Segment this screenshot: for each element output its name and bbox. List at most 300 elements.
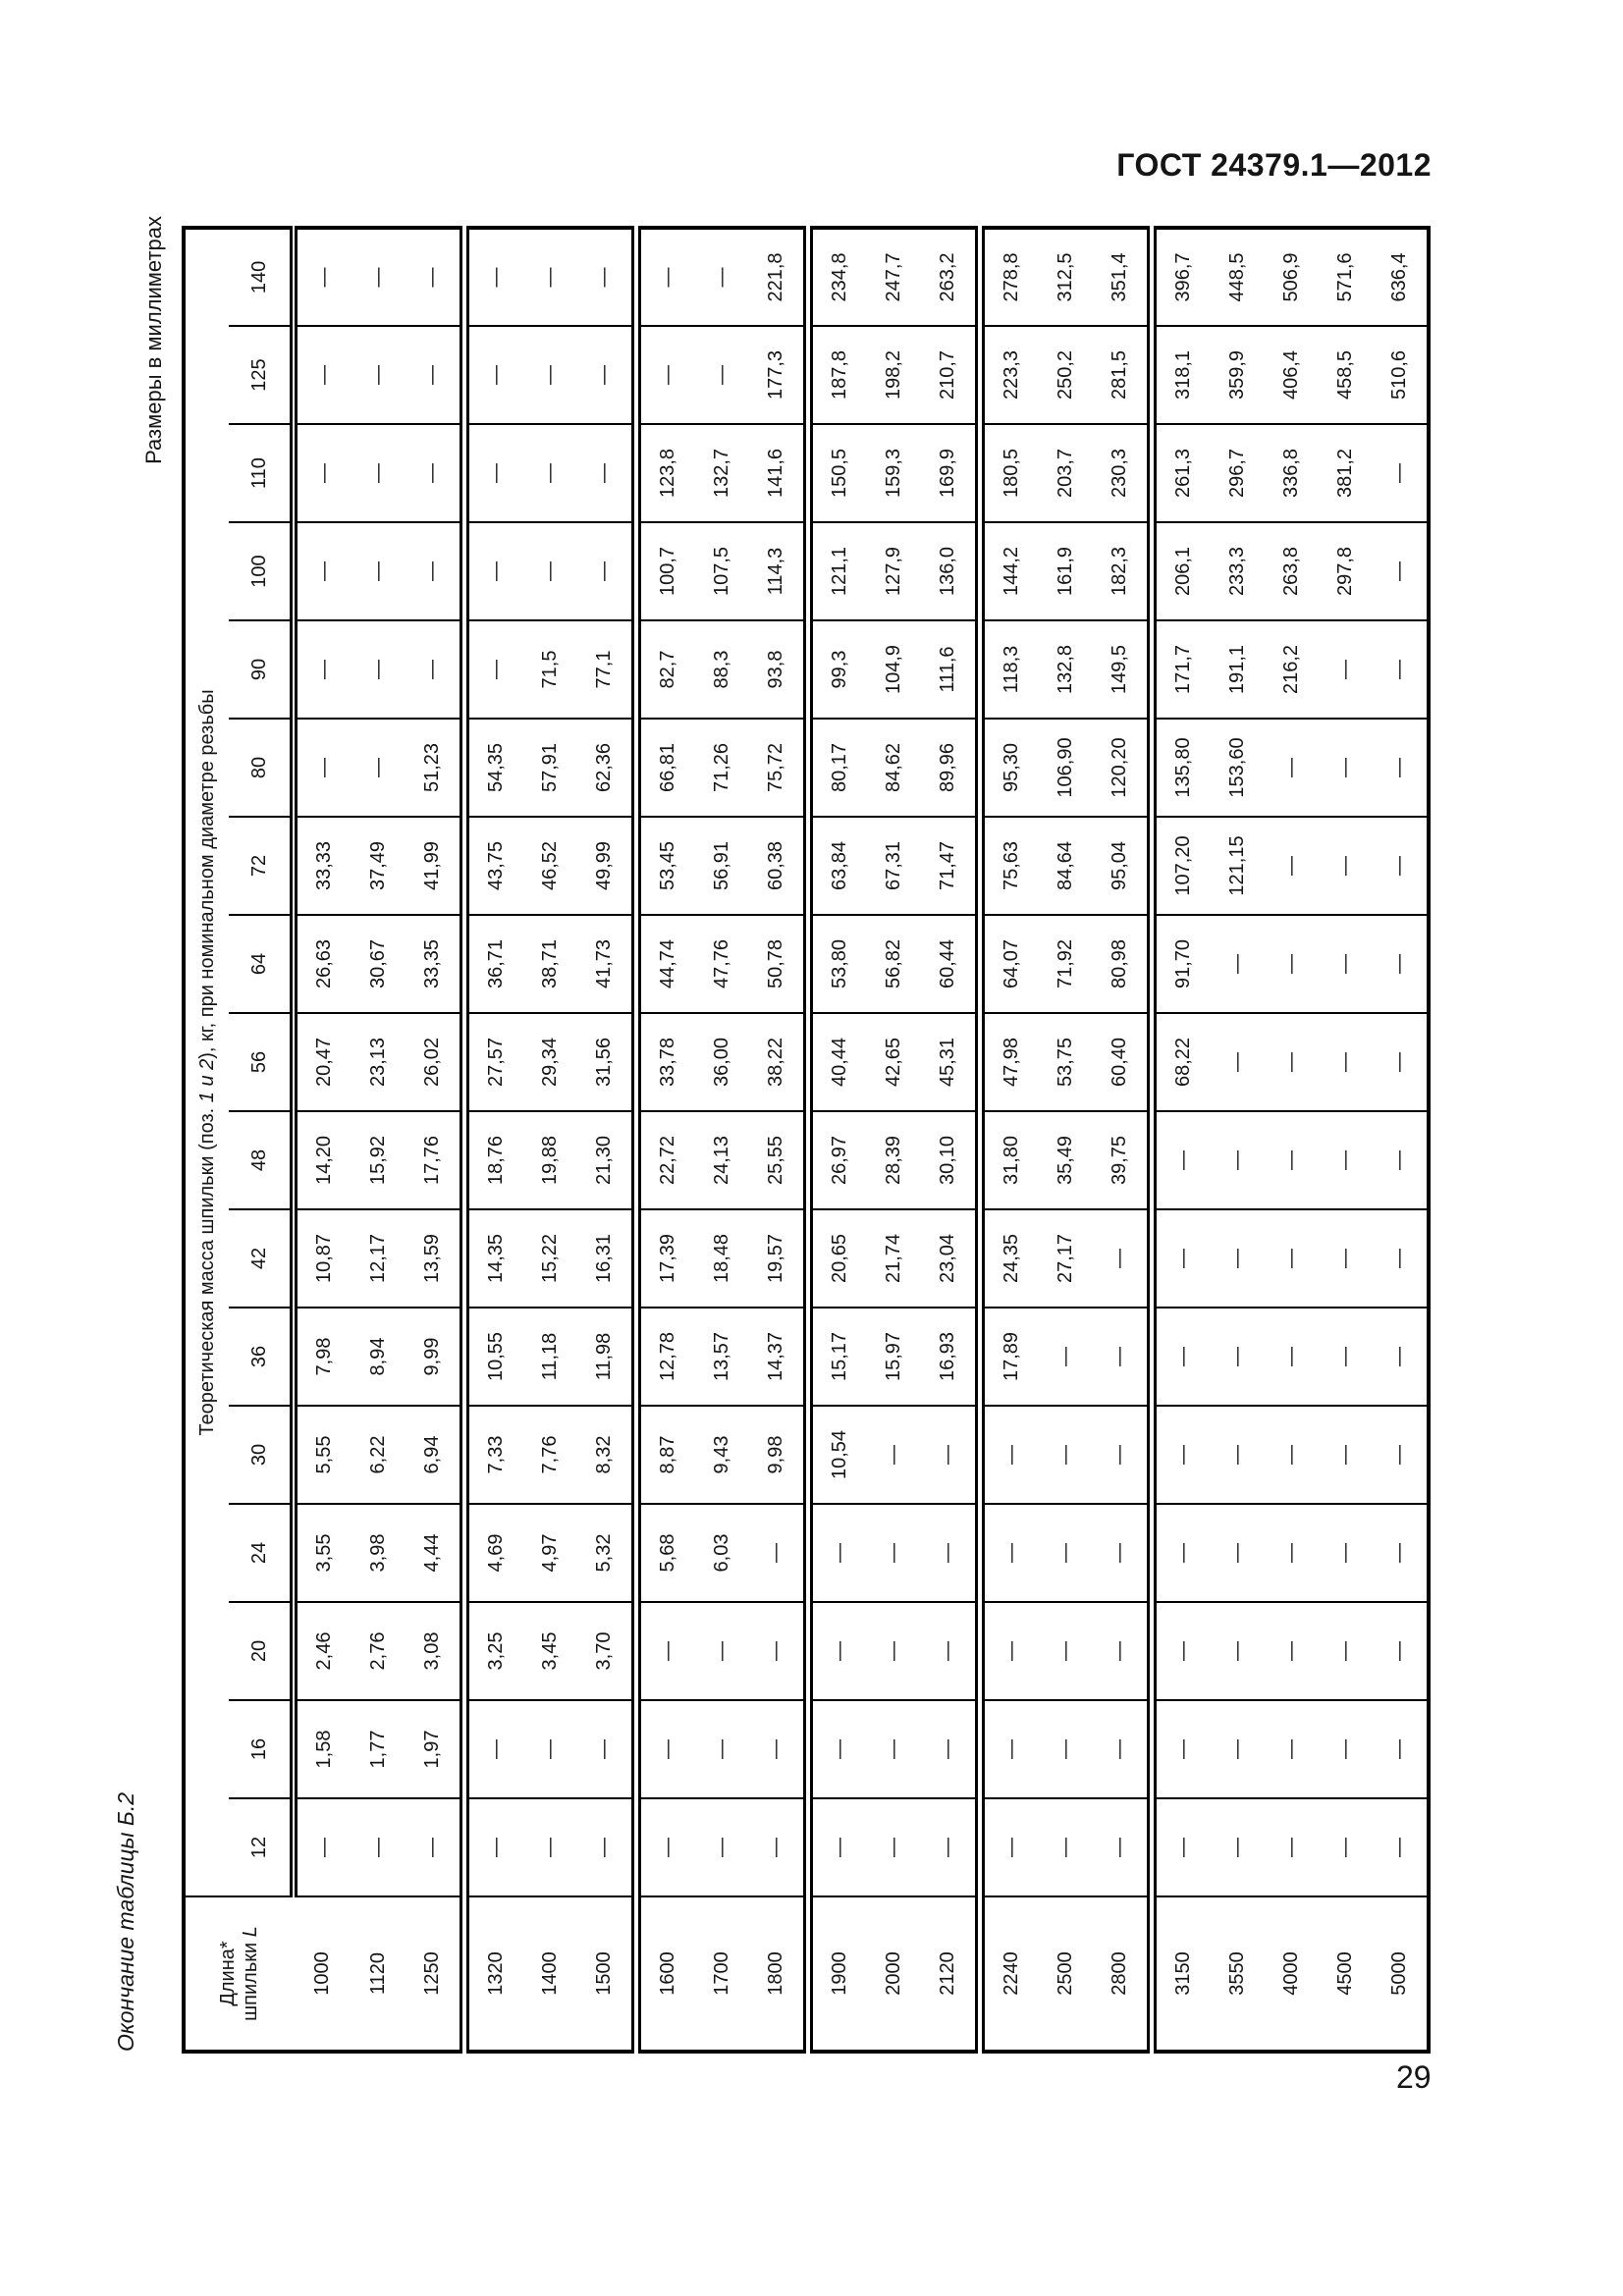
mass-cell: — (1093, 1700, 1152, 1798)
mass-cell: — (294, 228, 352, 326)
mass-cell: 33,35 (406, 915, 464, 1013)
mass-cell: — (577, 424, 636, 522)
mass-cell: 250,2 (1039, 326, 1093, 424)
mass-cell: 1,97 (406, 1700, 464, 1798)
mass-cell: 41,99 (406, 817, 464, 915)
diameter-header-cell: 56 (229, 1013, 294, 1111)
mass-cell: — (294, 424, 352, 522)
mass-cell: — (294, 326, 352, 424)
mass-cell: 22,72 (636, 1111, 695, 1209)
mass-cell: 206,1 (1152, 522, 1211, 620)
mass-cell: — (867, 1798, 921, 1896)
mass-cell: — (921, 1700, 980, 1798)
mass-cell: — (749, 1798, 808, 1896)
mass-cell: 223,3 (980, 326, 1039, 424)
mass-spanning-header (184, 228, 229, 1896)
mass-cell: 203,7 (1039, 424, 1093, 522)
mass-cell: — (464, 620, 523, 719)
mass-cell: — (1211, 1700, 1265, 1798)
mass-cell: 88,3 (695, 620, 749, 719)
mass-cell: — (1319, 1700, 1373, 1798)
mass-cell: 9,43 (695, 1406, 749, 1504)
mass-cell: — (1319, 1209, 1373, 1308)
mass-cell: 13,57 (695, 1308, 749, 1406)
mass-cell: — (1373, 1308, 1429, 1406)
mass-cell: — (294, 1798, 352, 1896)
mass-cell: 107,20 (1152, 817, 1211, 915)
mass-cell: — (980, 1504, 1039, 1602)
mass-cell: — (1152, 1111, 1211, 1209)
mass-cell: 14,35 (464, 1209, 523, 1308)
mass-cell: 28,39 (867, 1111, 921, 1209)
mass-cell: — (1319, 817, 1373, 915)
diameter-header-cell: 80 (229, 719, 294, 817)
mass-cell: — (1093, 1798, 1152, 1896)
table-row (749, 228, 808, 2052)
mass-cell: — (980, 1406, 1039, 1504)
mass-cell: 56,91 (695, 817, 749, 915)
mass-cell: — (577, 326, 636, 424)
mass-cell: 12,78 (636, 1308, 695, 1406)
mass-cell: — (1319, 1798, 1373, 1896)
mass-cell: 132,7 (695, 424, 749, 522)
mass-cell: 39,75 (1093, 1111, 1152, 1209)
rotated-table-block (113, 216, 1429, 2054)
mass-cell: — (1152, 1406, 1211, 1504)
diameter-header-cell: 36 (229, 1308, 294, 1406)
mass-cell: 23,04 (921, 1209, 980, 1308)
mass-cell: — (1211, 915, 1265, 1013)
mass-cell: — (523, 228, 577, 326)
mass-cell: — (1265, 1308, 1319, 1406)
mass-cell: — (1039, 1406, 1093, 1504)
mass-cell: — (1319, 1602, 1373, 1700)
mass-cell: — (577, 522, 636, 620)
mass-cell: 381,2 (1319, 424, 1373, 522)
mass-cell: 46,52 (523, 817, 577, 915)
table-continuation-caption: Окончание таблицы Б.2 (113, 1791, 138, 2052)
mass-cell: — (1373, 1406, 1429, 1504)
diameter-header-cell: 12 (229, 1798, 294, 1896)
mass-cell: 53,80 (808, 915, 867, 1013)
mass-cell: — (921, 1798, 980, 1896)
stud-mass-table (182, 226, 1431, 2054)
units-caption: Размеры в миллиметрах (141, 216, 166, 464)
mass-cell: 180,5 (980, 424, 1039, 522)
mass-cell: 2,46 (294, 1602, 352, 1700)
mass-cell: 18,48 (695, 1209, 749, 1308)
length-cell: 1120 (352, 1896, 406, 2052)
mass-cell: 47,98 (980, 1013, 1039, 1111)
mass-cell: — (1211, 1209, 1265, 1308)
mass-cell: 247,7 (867, 228, 921, 326)
diameter-header-cell: 110 (229, 424, 294, 522)
mass-cell: 80,98 (1093, 915, 1152, 1013)
mass-cell: 53,75 (1039, 1013, 1093, 1111)
length-cell: 2120 (921, 1896, 980, 2052)
diameter-header-cell: 90 (229, 620, 294, 719)
mass-cell: — (1373, 1013, 1429, 1111)
mass-cell: — (1152, 1308, 1211, 1406)
mass-cell: 161,9 (1039, 522, 1093, 620)
mass-cell: — (980, 1798, 1039, 1896)
diameter-header-cell: 48 (229, 1111, 294, 1209)
mass-cell: 80,17 (808, 719, 867, 817)
mass-cell: — (1152, 1504, 1211, 1602)
mass-cell: — (1373, 620, 1429, 719)
length-cell: 1250 (406, 1896, 464, 2052)
mass-cell: — (867, 1602, 921, 1700)
mass-cell: — (1152, 1602, 1211, 1700)
mass-cell: — (1265, 1602, 1319, 1700)
table-row (294, 228, 352, 2052)
diameter-header-cell: 140 (229, 228, 294, 326)
diameter-header-cell: 30 (229, 1406, 294, 1504)
mass-cell: — (1211, 1602, 1265, 1700)
mass-cell: — (636, 1602, 695, 1700)
mass-cell: 63,84 (808, 817, 867, 915)
mass-cell: 30,10 (921, 1111, 980, 1209)
length-cell: 1000 (294, 1896, 352, 2052)
mass-cell: — (352, 1798, 406, 1896)
mass-cell: 19,88 (523, 1111, 577, 1209)
mass-cell: — (352, 620, 406, 719)
table-row (808, 228, 867, 2052)
mass-cell: 11,98 (577, 1308, 636, 1406)
mass-cell: 8,32 (577, 1406, 636, 1504)
table-row (523, 228, 577, 2052)
mass-cell: — (1039, 1308, 1093, 1406)
mass-cell: 26,63 (294, 915, 352, 1013)
mass-cell: — (695, 326, 749, 424)
mass-cell: 5,32 (577, 1504, 636, 1602)
mass-cell: — (406, 522, 464, 620)
mass-cell: 16,31 (577, 1209, 636, 1308)
mass-cell: 71,5 (523, 620, 577, 719)
mass-cell: 75,63 (980, 817, 1039, 915)
mass-cell: 5,68 (636, 1504, 695, 1602)
mass-cell: 9,98 (749, 1406, 808, 1504)
mass-cell: 6,03 (695, 1504, 749, 1602)
length-cell: 1320 (464, 1896, 523, 2052)
mass-cell: 359,9 (1211, 326, 1265, 424)
mass-cell: — (577, 228, 636, 326)
mass-cell: — (352, 424, 406, 522)
length-cell: 5000 (1373, 1896, 1429, 2052)
mass-cell: — (1373, 1209, 1429, 1308)
mass-cell: — (1265, 1013, 1319, 1111)
mass-cell: 95,04 (1093, 817, 1152, 915)
mass-cell: — (352, 719, 406, 817)
mass-cell: 5,55 (294, 1406, 352, 1504)
mass-cell: 60,38 (749, 817, 808, 915)
mass-cell: 71,26 (695, 719, 749, 817)
mass-cell: 3,45 (523, 1602, 577, 1700)
table-row (636, 228, 695, 2052)
mass-cell: 67,31 (867, 817, 921, 915)
table-row (1039, 228, 1093, 2052)
mass-cell: 57,91 (523, 719, 577, 817)
mass-cell: — (1319, 1406, 1373, 1504)
mass-cell: — (1265, 1406, 1319, 1504)
mass-cell: 406,4 (1265, 326, 1319, 424)
mass-cell: — (1265, 1504, 1319, 1602)
header-row-top (184, 228, 229, 2052)
mass-cell: — (406, 620, 464, 719)
length-cell: 3550 (1211, 1896, 1265, 2052)
mass-cell: — (1319, 1111, 1373, 1209)
mass-cell: 27,17 (1039, 1209, 1093, 1308)
mass-cell: — (921, 1504, 980, 1602)
mass-cell: — (749, 1700, 808, 1798)
length-cell: 2240 (980, 1896, 1039, 2052)
mass-cell: 233,3 (1211, 522, 1265, 620)
mass-cell: — (406, 326, 464, 424)
mass-cell: 312,5 (1039, 228, 1093, 326)
mass-cell: 210,7 (921, 326, 980, 424)
mass-cell: 16,93 (921, 1308, 980, 1406)
table-row (577, 228, 636, 2052)
mass-cell: — (1373, 424, 1429, 522)
mass-cell: 66,81 (636, 719, 695, 817)
mass-cell: 351,4 (1093, 228, 1152, 326)
mass-cell: 45,31 (921, 1013, 980, 1111)
mass-cell: — (577, 1700, 636, 1798)
mass-cell: — (464, 1798, 523, 1896)
mass-cell: — (1039, 1602, 1093, 1700)
mass-cell: — (980, 1700, 1039, 1798)
mass-cell: 44,74 (636, 915, 695, 1013)
table-row (406, 228, 464, 2052)
mass-cell: 21,30 (577, 1111, 636, 1209)
mass-cell: 18,76 (464, 1111, 523, 1209)
length-cell: 1800 (749, 1896, 808, 2052)
length-cell: 1500 (577, 1896, 636, 2052)
mass-cell: 100,7 (636, 522, 695, 620)
mass-cell: 38,22 (749, 1013, 808, 1111)
mass-cell: 8,94 (352, 1308, 406, 1406)
mass-cell: — (1373, 1602, 1429, 1700)
length-cell: 2500 (1039, 1896, 1093, 2052)
mass-cell: 37,49 (352, 817, 406, 915)
mass-cell: 159,3 (867, 424, 921, 522)
mass-cell: — (1265, 817, 1319, 915)
mass-cell: — (1265, 1798, 1319, 1896)
mass-cell: 62,36 (577, 719, 636, 817)
page-number: 29 (1396, 2059, 1432, 2095)
diameter-header-cell: 16 (229, 1700, 294, 1798)
mass-cell: 84,62 (867, 719, 921, 817)
mass-cell: — (1211, 1504, 1265, 1602)
mass-header-prefix: Теоретическая масса шпильки (поз. (195, 1102, 218, 1436)
length-cell: 2000 (867, 1896, 921, 2052)
length-symbol: L (240, 1926, 261, 1938)
mass-cell: 198,2 (867, 326, 921, 424)
mass-cell: 31,56 (577, 1013, 636, 1111)
mass-cell: — (464, 228, 523, 326)
mass-cell: — (749, 1602, 808, 1700)
mass-cell: — (1319, 1504, 1373, 1602)
mass-cell: — (695, 1798, 749, 1896)
mass-cell: 41,73 (577, 915, 636, 1013)
table-row (980, 228, 1039, 2052)
mass-cell: 54,35 (464, 719, 523, 817)
diameter-header-cell: 72 (229, 817, 294, 915)
length-cell: 1700 (695, 1896, 749, 2052)
mass-cell: 191,1 (1211, 620, 1265, 719)
mass-cell: 114,3 (749, 522, 808, 620)
mass-cell: — (1373, 915, 1429, 1013)
mass-cell: — (1265, 1700, 1319, 1798)
mass-cell: 49,99 (577, 817, 636, 915)
mass-cell: 230,3 (1093, 424, 1152, 522)
mass-cell: 17,89 (980, 1308, 1039, 1406)
mass-cell: — (695, 1700, 749, 1798)
mass-cell: 6,22 (352, 1406, 406, 1504)
mass-cell: — (294, 620, 352, 719)
mass-cell: 33,33 (294, 817, 352, 915)
mass-cell: 82,7 (636, 620, 695, 719)
mass-cell: — (636, 326, 695, 424)
table-row (1211, 228, 1265, 2052)
mass-cell: 187,8 (808, 326, 867, 424)
diameter-header-row (229, 228, 294, 2052)
mass-cell: — (523, 522, 577, 620)
mass-cell: — (406, 1798, 464, 1896)
mass-cell: 1,77 (352, 1700, 406, 1798)
mass-cell: 23,13 (352, 1013, 406, 1111)
mass-cell: — (1373, 719, 1429, 817)
mass-cell: 14,20 (294, 1111, 352, 1209)
mass-cell: — (636, 228, 695, 326)
mass-cell: — (523, 326, 577, 424)
mass-cell: 10,87 (294, 1209, 352, 1308)
mass-cell: — (695, 1602, 749, 1700)
mass-cell: 281,5 (1093, 326, 1152, 424)
mass-cell: 4,69 (464, 1504, 523, 1602)
mass-cell: 121,15 (1211, 817, 1265, 915)
mass-cell: — (1373, 1798, 1429, 1896)
diameter-header-cell: 24 (229, 1504, 294, 1602)
mass-cell: 29,34 (523, 1013, 577, 1111)
mass-cell: — (1373, 1111, 1429, 1209)
mass-header-suffix: ), кг, при номинальном диаметре резьбы (195, 689, 218, 1059)
mass-cell: 24,13 (695, 1111, 749, 1209)
mass-cell: — (636, 1798, 695, 1896)
mass-cell: 51,23 (406, 719, 464, 817)
mass-cell: — (1211, 1308, 1265, 1406)
mass-cell: 60,40 (1093, 1013, 1152, 1111)
mass-cell: 7,98 (294, 1308, 352, 1406)
mass-cell: 36,00 (695, 1013, 749, 1111)
mass-cell: 21,74 (867, 1209, 921, 1308)
mass-cell: 278,8 (980, 228, 1039, 326)
mass-cell: — (406, 228, 464, 326)
mass-cell: — (1152, 1798, 1211, 1896)
mass-cell: — (1039, 1798, 1093, 1896)
mass-cell: 71,92 (1039, 915, 1093, 1013)
mass-cell: 30,67 (352, 915, 406, 1013)
mass-cell: 4,44 (406, 1504, 464, 1602)
mass-cell: 263,8 (1265, 522, 1319, 620)
mass-cell: 448,5 (1211, 228, 1265, 326)
mass-cell: — (464, 424, 523, 522)
mass-cell: 3,08 (406, 1602, 464, 1700)
mass-cell: 336,8 (1265, 424, 1319, 522)
diameter-header-cell: 100 (229, 522, 294, 620)
mass-cell: — (1039, 1700, 1093, 1798)
mass-cell: — (1211, 1406, 1265, 1504)
mass-cell: 20,65 (808, 1209, 867, 1308)
mass-cell: — (1373, 1504, 1429, 1602)
mass-cell: 93,8 (749, 620, 808, 719)
length-header-line1: Длина* (217, 1941, 239, 2006)
mass-cell: 106,90 (1039, 719, 1093, 817)
mass-cell: — (294, 719, 352, 817)
mass-cell: — (1211, 1798, 1265, 1896)
mass-cell: 25,55 (749, 1111, 808, 1209)
mass-cell: 510,6 (1373, 326, 1429, 424)
mass-header-positions: 1 и 2 (195, 1058, 218, 1103)
mass-cell: — (1211, 1013, 1265, 1111)
diameter-header-cell: 42 (229, 1209, 294, 1308)
mass-cell: — (464, 326, 523, 424)
mass-cell: — (1319, 1013, 1373, 1111)
mass-cell: — (867, 1700, 921, 1798)
mass-cell: 118,3 (980, 620, 1039, 719)
mass-cell: 15,92 (352, 1111, 406, 1209)
mass-cell: 120,20 (1093, 719, 1152, 817)
mass-cell: — (1265, 719, 1319, 817)
mass-cell: — (921, 1406, 980, 1504)
mass-cell: 89,96 (921, 719, 980, 817)
length-column-header (184, 1896, 294, 2052)
length-cell: 3150 (1152, 1896, 1211, 2052)
mass-cell: 26,02 (406, 1013, 464, 1111)
mass-cell: 11,18 (523, 1308, 577, 1406)
mass-cell: — (1093, 1209, 1152, 1308)
mass-cell: 4,97 (523, 1504, 577, 1602)
mass-cell: 35,49 (1039, 1111, 1093, 1209)
mass-cell: 136,0 (921, 522, 980, 620)
mass-cell: 296,7 (1211, 424, 1265, 522)
diameter-header-cell: 125 (229, 326, 294, 424)
mass-cell: 318,1 (1152, 326, 1211, 424)
mass-cell: 221,8 (749, 228, 808, 326)
diameter-header-cell: 20 (229, 1602, 294, 1700)
mass-cell: 71,47 (921, 817, 980, 915)
mass-cell: 169,9 (921, 424, 980, 522)
mass-cell: 60,44 (921, 915, 980, 1013)
mass-cell: 68,22 (1152, 1013, 1211, 1111)
table-row (1265, 228, 1319, 2052)
mass-cell: 571,6 (1319, 228, 1373, 326)
mass-cell: 135,80 (1152, 719, 1211, 817)
mass-cell: — (1319, 915, 1373, 1013)
mass-cell: — (1093, 1406, 1152, 1504)
mass-cell: 3,55 (294, 1504, 352, 1602)
length-cell: 2800 (1093, 1896, 1152, 2052)
standard-designation: ГОСТ 24379.1—2012 (1116, 147, 1432, 183)
mass-cell: 17,76 (406, 1111, 464, 1209)
mass-cell: 7,33 (464, 1406, 523, 1504)
mass-cell: 182,3 (1093, 522, 1152, 620)
length-cell: 1900 (808, 1896, 867, 2052)
mass-cell: 91,70 (1152, 915, 1211, 1013)
table-row (1093, 228, 1152, 2052)
mass-cell: — (867, 1406, 921, 1504)
length-cell: 1400 (523, 1896, 577, 2052)
